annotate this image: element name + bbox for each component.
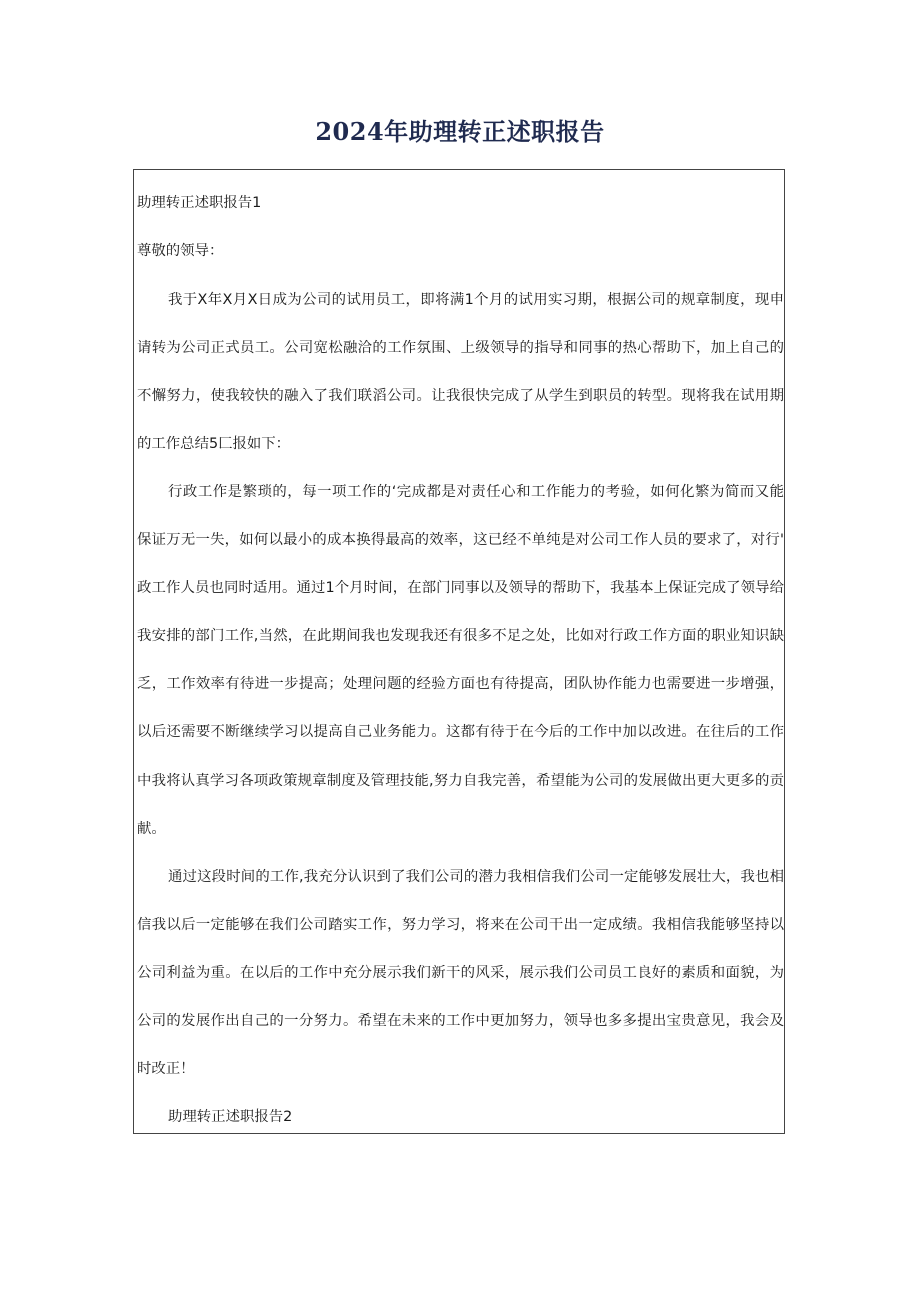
paragraph-line: 政工作人员也同时适用。通过1个月时间，在部门同事以及领导的帮助下，我基本上保证完成了领导给	[137, 580, 784, 596]
paragraph-line: 时改正！	[137, 1061, 195, 1077]
paragraph-line: 信我以后一定能够在我们公司踏实工作，努力学习，将来在公司干出一定成绩。我相信我能够坚持以	[137, 917, 784, 933]
paragraph-line: 中我将认真学习各项政策规章制度及管理技能,努力自我完善，希望能为公司的发展做出更大更多的贡	[137, 773, 784, 789]
paragraph-line: 乏，工作效率有待进一步提高；处理问题的经验方面也有待提高，团队协作能力也需要进一步增强，	[137, 676, 784, 692]
paragraph-line: 献。	[137, 821, 166, 837]
paragraph-line: 以后还需要不断继续学习以提高自己业务能力。这都有待于在今后的工作中加以改进。在往后的工作	[137, 724, 784, 740]
paragraph-line: 通过这段时间的工作,我充分认识到了我们公司的潜力我相信我们公司一定能够发展壮大，我也相	[168, 869, 784, 885]
report2-heading: 助理转正述职报告2	[168, 1109, 293, 1125]
paragraph-line: 公司的发展作出自己的一分努力。希望在未来的工作中更加努力，领导也多多提出宝贵意见，我会及	[137, 1013, 784, 1029]
salutation: 尊敬的领导：	[137, 243, 224, 259]
paragraph-line: 行政工作是繁琐的，每一项工作的‘完成都是对责任心和工作能力的考验，如何化繁为简而又能	[168, 484, 784, 500]
paragraph-line: 的工作总结5匚报如下：	[137, 436, 291, 452]
paragraph-line: 不懈努力，使我较快的融入了我们联滔公司。让我很快完成了从学生到职员的转型。现将我在试用期	[137, 388, 784, 404]
paragraph-line: 我安排的部门工作,当然，在此期间我也发现我还有很多不足之处，比如对行政工作方面的职业知识缺	[137, 628, 784, 644]
paragraph-line: 我于X年X月X日成为公司的试用员工，即将满1个月的试用实习期，根据公司的规章制度，现申	[168, 292, 784, 308]
document-title: 2024年助理转正述职报告	[315, 117, 605, 146]
report-frame	[133, 169, 785, 1134]
report1-heading: 助理转正述职报告1	[137, 195, 262, 211]
paragraph-line: 保证万无一失，如何以最小的成本换得最高的效率，这已经不单纯是对公司工作人员的要求了，对行'	[137, 532, 784, 548]
paragraph-line: 公司利益为重。在以后的工作中充分展示我们新干的风采，展示我们公司员工良好的素质和面貌，为	[137, 965, 784, 981]
paragraph-line: 请转为公司正式员工。公司宽松融洽的工作氛围、上级领导的指导和同事的热心帮助下，加上自己的	[137, 340, 784, 356]
